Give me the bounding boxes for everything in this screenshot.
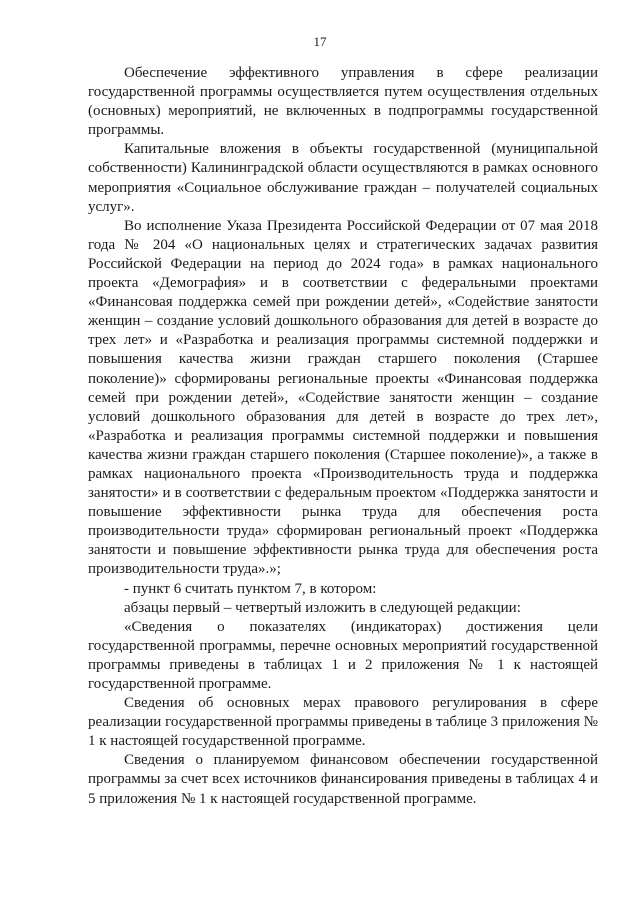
paragraph-indicators: «Сведения о показателях (индикаторах) достижения цели государственной программы, перечне основных мероприятий государственной программы приведены в таблицах 1 и 2 приложения № 1 к настоящей государственной программе.	[88, 618, 598, 692]
paragraph-item-renumber: - пункт 6 считать пунктом 7, в котором:	[124, 580, 377, 597]
paragraph-management: Обеспечение эффективного управления в сфере реализации государственной программы осуществляется путем осуществления отдельных (основных) мероприятий, не включенных в подпрограммы государственной программы.	[88, 65, 598, 139]
paragraph-capital-investments: Капитальные вложения в объекты государственной (муниципальной собственности) Калининградской области осуществляются в рамках основного мероприятия «Социальное обслуживание граждан – получателей социальных услуг».	[88, 141, 598, 215]
paragraph-new-wording: абзацы первый – четвертый изложить в следующей редакции:	[124, 599, 521, 616]
paragraph-presidential-decree: Во исполнение Указа Президента Российской Федерации от 07 мая 2018 года № 204 «О национальных целях и стратегических задачах развития Российской Федерации на период до 2024 года» в рамках национального проекта «Демография» и в соответствии с федеральными проектами «Финансовая поддержка семей при рождении детей», «Содействие занятости женщин – создание условий дошкольного образования для детей в возрасте до трех лет» и «Разработка и реализация программы системной поддержки и повышения качества жизни граждан старшего поколения (Старшее поколение)» сформированы региональные проекты «Финансовая поддержка семей при рождении детей», «Содействие занятости женщин – создание условий дошкольного образования для детей в возрасте до трех лет», «Разработка и реализация программы системной поддержки и повышения качества жизни граждан старшего поколения (Старшее поколение)», а также в рамках национального проекта «Производительность труда и поддержка занятости» и в соответствии с федеральным проектом «Поддержка занятости и повышение эффективности рынка труда для обеспечения роста производительности труда» сформирован региональный проект «Поддержка занятости и повышение эффективности рынка труда для обеспечения роста производительности труда».»;	[88, 217, 598, 578]
page-number: 17	[313, 34, 327, 49]
document-body	[88, 64, 598, 809]
paragraph-legal-regulation: Сведения об основных мерах правового регулирования в сфере реализации государственной программы приведены в таблице 3 приложения № 1 к настоящей государственной программе.	[88, 695, 598, 750]
paragraph-financing: Сведения о планируемом финансовом обеспечении государственной программы за счет всех источников финансирования приведены в таблицах 4 и 5 приложения № 1 к настоящей государственной программе.	[88, 752, 598, 807]
